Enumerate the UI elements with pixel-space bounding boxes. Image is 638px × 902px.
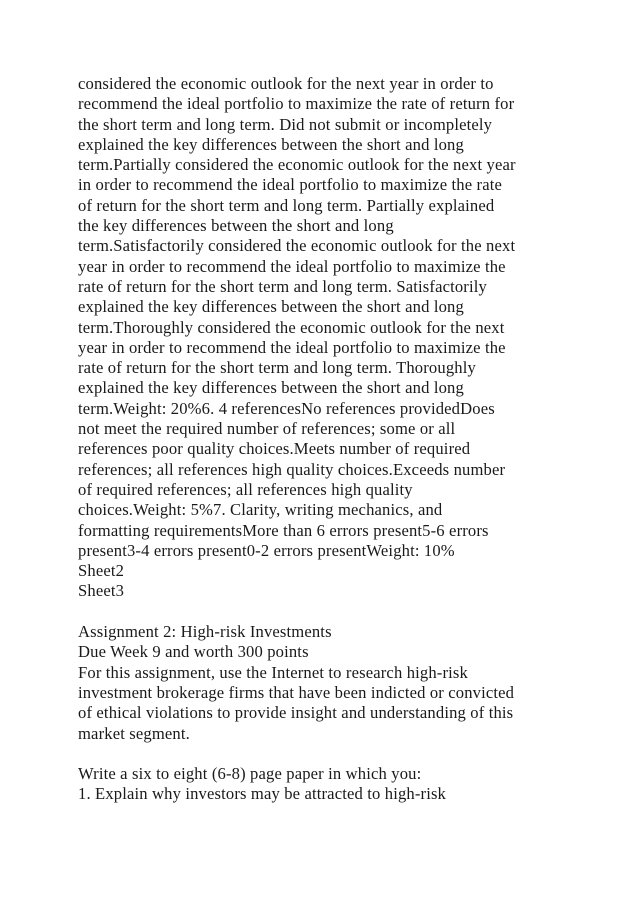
text-line: formatting requirementsMore than 6 errors present5-6 errors xyxy=(78,520,489,540)
text-line: year in order to recommend the ideal portfolio to maximize the xyxy=(78,256,506,276)
text-line: of return for the short term and long term. Partially explained xyxy=(78,195,495,215)
text-line: year in order to recommend the ideal portfolio to maximize the xyxy=(78,337,506,357)
text-line: explained the key differences between the short and long xyxy=(78,378,464,398)
blank-line xyxy=(78,744,618,764)
text-line: 1. Explain why investors may be attracted to high-risk xyxy=(78,784,447,804)
text-line: considered the economic outlook for the next year in order to xyxy=(78,74,494,93)
text-line: in order to recommend the ideal portfolio to maximize the rate xyxy=(78,175,502,195)
text-line: Sheet3 xyxy=(78,581,125,601)
text-line: rate of return for the short term and long term. Thoroughly xyxy=(78,358,476,378)
text-line: references poor quality choices.Meets number of required xyxy=(78,439,471,459)
text-line: term.Partially considered the economic outlook for the next year xyxy=(78,155,516,175)
text-line: references; all references high quality choices.Exceeds number xyxy=(78,459,506,479)
text-line: term.Thoroughly considered the economic outlook for the next xyxy=(78,317,505,337)
blank-line xyxy=(78,602,618,622)
text-line: of ethical violations to provide insight and understanding of this xyxy=(78,703,514,723)
text-line: recommend the ideal portfolio to maximize the rate of return for xyxy=(78,94,515,114)
text-line: the short term and long term. Did not submit or incompletely xyxy=(78,114,493,134)
text-line: rate of return for the short term and long term. Satisfactorily xyxy=(78,276,487,296)
text-line: not meet the required number of references; some or all xyxy=(78,419,456,439)
text-line: of required references; all references high quality xyxy=(78,479,413,499)
text-line: term.Satisfactorily considered the economic outlook for the next xyxy=(78,236,516,256)
text-line: Due Week 9 and worth 300 points xyxy=(78,642,309,662)
text-line: Assignment 2: High-risk Investments xyxy=(78,622,332,642)
text-line: present3-4 errors present0-2 errors presentWeight: 10% xyxy=(78,540,455,560)
document-body xyxy=(78,74,618,805)
text-line: market segment. xyxy=(78,723,190,743)
text-line: Sheet2 xyxy=(78,561,125,581)
text-line: For this assignment, use the Internet to research high-risk xyxy=(78,662,468,682)
text-line: choices.Weight: 5%7. Clarity, writing mechanics, and xyxy=(78,500,443,520)
text-line: Write a six to eight (6-8) page paper in which you: xyxy=(78,764,422,784)
text-line: explained the key differences between the short and long xyxy=(78,134,464,154)
text-line: investment brokerage firms that have been indicted or convicted xyxy=(78,682,515,702)
text-line: explained the key differences between the short and long xyxy=(78,297,464,317)
text-line: term.Weight: 20%6. 4 referencesNo references providedDoes xyxy=(78,398,495,418)
text-line: the key differences between the short and long xyxy=(78,216,394,236)
